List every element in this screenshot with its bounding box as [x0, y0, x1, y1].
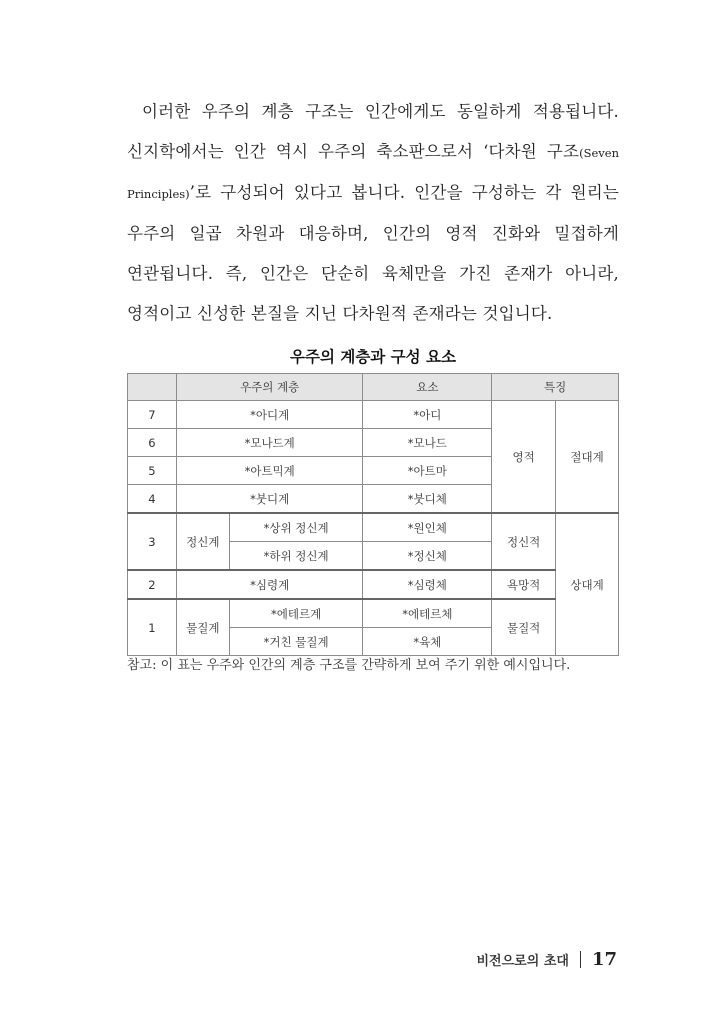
- table-row: [128, 570, 619, 599]
- layers-table: [127, 373, 619, 656]
- level-number: 7: [128, 401, 177, 429]
- layer-cell: *아디계: [176, 401, 363, 429]
- header-element: 요소: [363, 374, 492, 401]
- body-text-english: (Seven Principles): [127, 146, 619, 201]
- element-cell: *심령체: [363, 570, 492, 599]
- header-layer: 우주의 계층: [176, 374, 363, 401]
- layer-cell: *하위 정신계: [229, 542, 363, 571]
- element-cell: *모나드: [363, 429, 492, 457]
- element-cell: *에테르체: [363, 599, 492, 628]
- layer-cell: *거친 물질계: [229, 628, 363, 656]
- element-cell: *정신체: [363, 542, 492, 571]
- body-paragraph: [127, 92, 619, 334]
- table-row: [128, 401, 619, 429]
- level-number: 4: [128, 485, 177, 514]
- element-cell: *육체: [363, 628, 492, 656]
- level-number: 5: [128, 457, 177, 485]
- feature-cell: 영적: [492, 401, 556, 514]
- body-text-part1: 이러한 우주의 계층 구조는 인간에게도 동일하게 적용됩니다. 신지학에서는 인간 역시 우주의 축소판으로서 ‘다차원 구조: [127, 102, 619, 161]
- layer-cell: *에테르계: [229, 599, 363, 628]
- level-number: 3: [128, 513, 177, 570]
- layer-cell: *모나드계: [176, 429, 363, 457]
- layer-cell: *붓디계: [176, 485, 363, 514]
- page-number: 17: [591, 948, 617, 970]
- group-cell: 물질계: [176, 599, 229, 656]
- table-row: [128, 513, 619, 542]
- element-cell: *붓디체: [363, 485, 492, 514]
- header-blank: [128, 374, 177, 401]
- level-number: 1: [128, 599, 177, 656]
- element-cell: *아트마: [363, 457, 492, 485]
- book-title: 비전으로의 초대: [476, 953, 569, 969]
- realm-cell: 절대계: [556, 401, 619, 514]
- page-footer: [477, 946, 618, 972]
- feature-cell: 욕망적: [492, 570, 556, 599]
- element-cell: *원인체: [363, 513, 492, 542]
- feature-cell: 물질적: [492, 599, 556, 656]
- element-cell: *아디: [363, 401, 492, 429]
- realm-cell: 상대계: [556, 513, 619, 656]
- layer-cell: *상위 정신계: [229, 513, 363, 542]
- table-header-row: [128, 374, 619, 401]
- feature-cell: 정신적: [492, 513, 556, 570]
- table-title: 우주의 계층과 구성 요소: [290, 348, 456, 366]
- table-note: 참고: 이 표는 우주와 인간의 계층 구조를 간략하게 보여 주기 위한 예시입니다.: [127, 658, 571, 673]
- layer-cell: *심령계: [176, 570, 363, 599]
- group-cell: 정신계: [176, 513, 229, 570]
- header-feature: 특징: [492, 374, 619, 401]
- body-text-part2: ’로 구성되어 있다고 봅니다. 인간을 구성하는 각 원리는 우주의 일곱 차원과 대응하며, 인간의 영적 진화와 밀접하게 연관됩니다. 즉, 인간은 단순히 육체만을 가진 존재가 아니라, 영적이고 신성한 본질을 지닌 다차원적 존재라는 것입니다.: [127, 183, 619, 323]
- level-number: 2: [128, 570, 177, 599]
- level-number: 6: [128, 429, 177, 457]
- layer-cell: *아트믹계: [176, 457, 363, 485]
- footer-divider: [580, 951, 581, 968]
- table-row: [128, 599, 619, 628]
